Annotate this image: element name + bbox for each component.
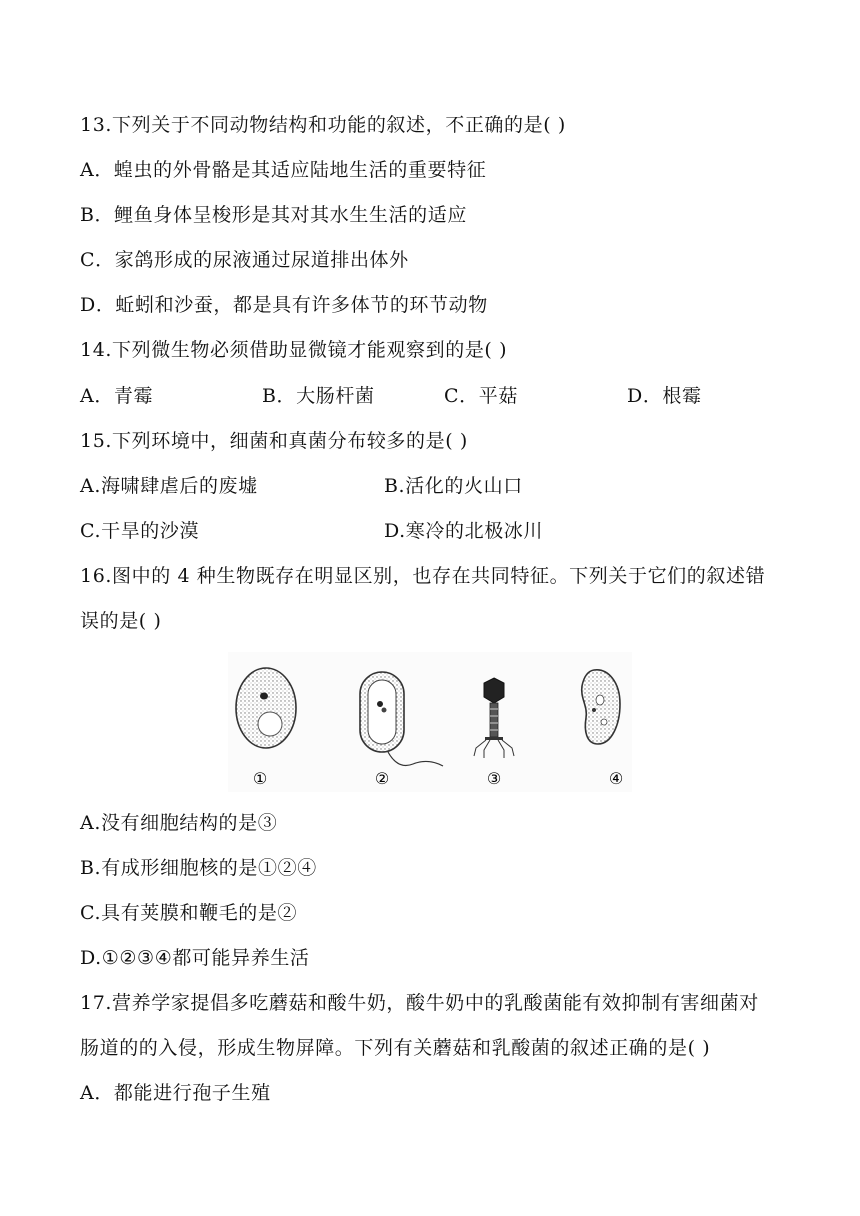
q16-option-c: C.具有荚膜和鞭毛的是② — [80, 902, 298, 924]
q13-option-b: B．鲤鱼身体呈梭形是其对其水生生活的适应 — [80, 204, 467, 226]
q13-stem: 13.下列关于不同动物结构和功能的叙述，不正确的是( ) — [80, 114, 566, 136]
organisms-figure — [228, 652, 632, 792]
paramecium-illustration — [582, 670, 620, 744]
q15-stem: 15.下列环境中，细菌和真菌分布较多的是( ) — [80, 430, 468, 452]
q14-option-d: D．根霉 — [627, 385, 702, 407]
q15-option-b: B.活化的火山口 — [384, 475, 523, 497]
q17-stem-line2: 肠道的的入侵，形成生物屏障。下列有关蘑菇和乳酸菌的叙述正确的是( ) — [80, 1037, 711, 1059]
q14-stem: 14.下列微生物必须借助显微镜才能观察到的是( ) — [80, 339, 508, 361]
q15-option-a: A.海啸肆虐后的废墟 — [80, 475, 258, 497]
figure-label-4: ④ — [608, 769, 624, 788]
bacterium-illustration — [360, 672, 443, 766]
q13-option-c: C．家鸽形成的尿液通过尿道排出体外 — [80, 249, 409, 271]
q17-stem-line1: 17.营养学家提倡多吃蘑菇和酸牛奶，酸牛奶中的乳酸菌能有效抑制有害细菌对 — [80, 992, 759, 1014]
q16-stem-line1: 16.图中的 4 种生物既存在明显区别，也存在共同特征。下列关于它们的叙述错 — [80, 565, 766, 587]
virus-illustration — [474, 678, 514, 758]
figure-label-1: ① — [252, 769, 268, 788]
figure-label-2: ② — [374, 769, 390, 788]
q13-option-a: A．蝗虫的外骨骼是其适应陆地生活的重要特征 — [80, 159, 487, 181]
q15-option-d: D.寒冷的北极冰川 — [384, 520, 543, 542]
q16-option-b: B.有成形细胞核的是①②④ — [80, 857, 317, 879]
q17-option-a: A．都能进行孢子生殖 — [80, 1082, 271, 1104]
q14-option-b: B．大肠杆菌 — [262, 385, 375, 407]
q16-option-d: D.①②③④都可能异养生活 — [80, 947, 310, 969]
q16-stem-line2: 误的是( ) — [80, 610, 162, 632]
figure-label-3: ③ — [486, 769, 502, 788]
q15-option-c: C.干旱的沙漠 — [80, 520, 200, 542]
q14-option-a: A．青霉 — [80, 385, 154, 407]
q14-option-c: C．平菇 — [444, 385, 518, 407]
yeast-cell-illustration — [236, 668, 296, 748]
q13-option-d: D．蚯蚓和沙蚕，都是具有许多体节的环节动物 — [80, 294, 488, 316]
q16-option-a: A.没有细胞结构的是③ — [80, 812, 278, 834]
